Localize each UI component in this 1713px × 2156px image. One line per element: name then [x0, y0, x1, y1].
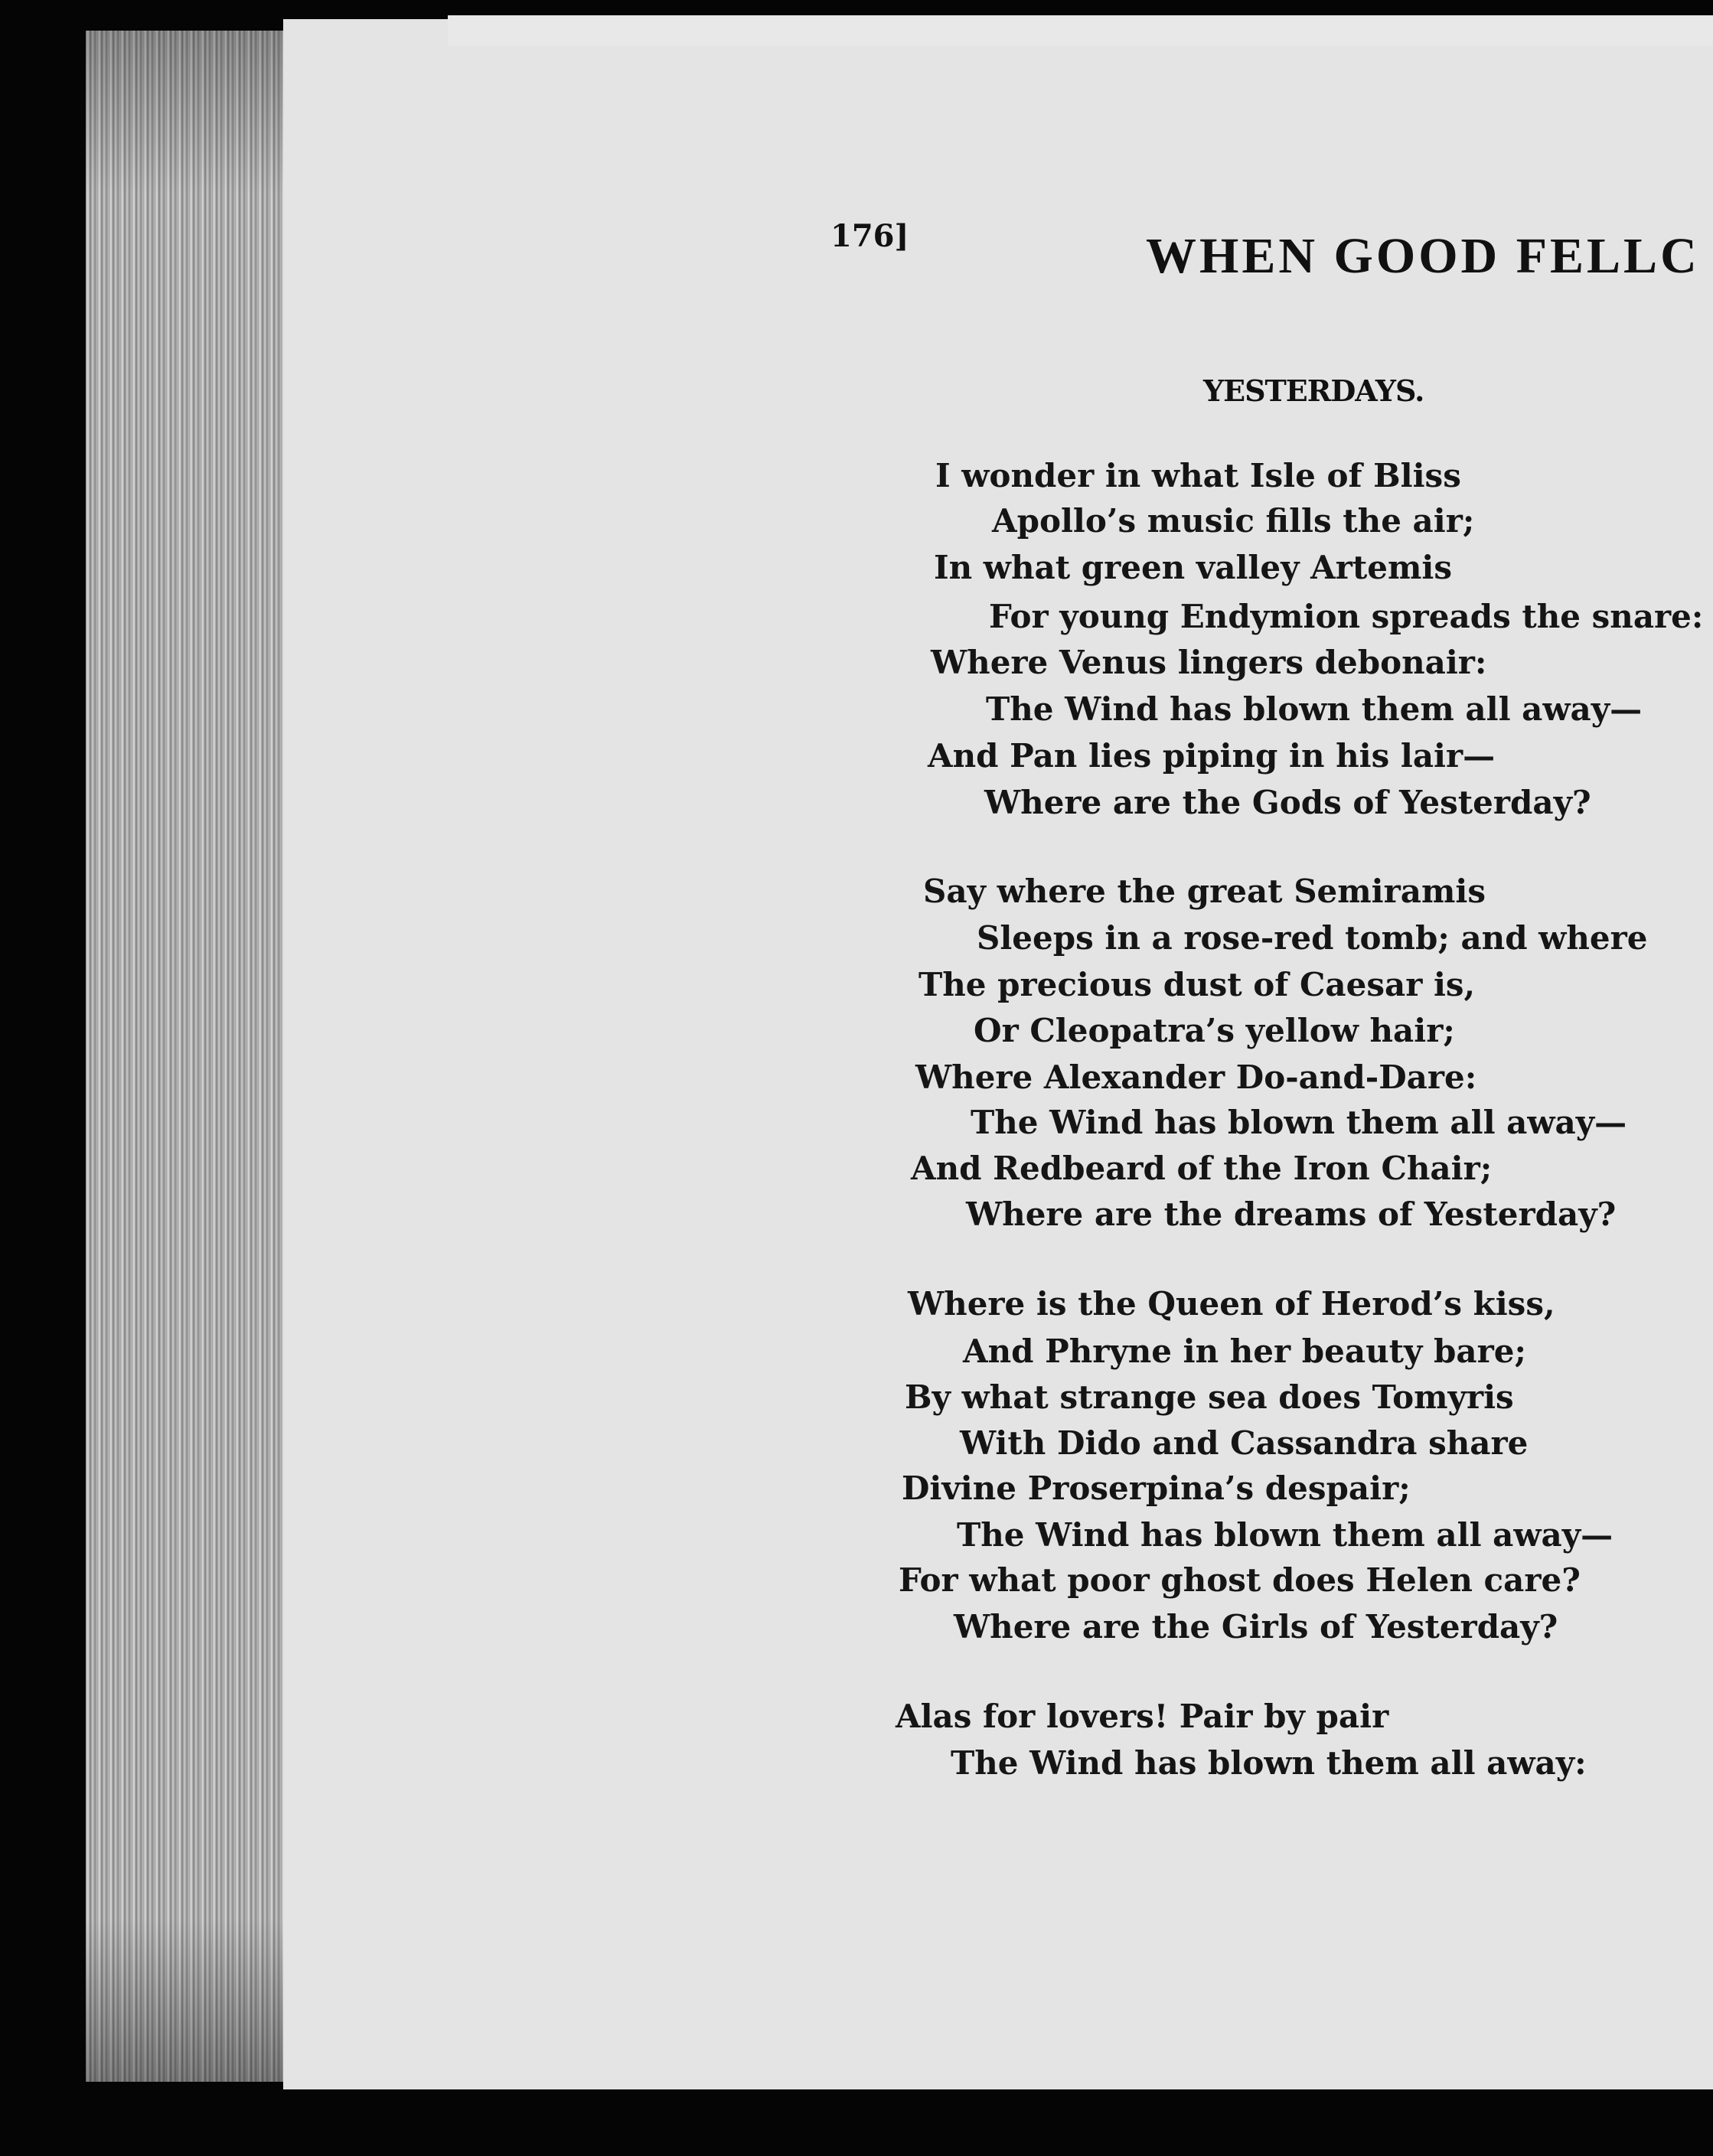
poem-line: Say where the great Semiramis: [923, 873, 1486, 910]
poem-line: And Redbeard of the Iron Chair;: [911, 1150, 1493, 1187]
page-edges-shadow: [86, 31, 283, 2082]
poem-line: For young Endymion spreads the snare:: [989, 598, 1704, 635]
poem-line: Where Venus lingers debonair:: [931, 644, 1487, 681]
poem-line: The precious dust of Caesar is,: [918, 966, 1476, 1003]
poem-line: Where are the Gods of Yesterday?: [984, 784, 1591, 821]
poem-title: YESTERDAYS.: [1203, 373, 1424, 408]
poem-line: Divine Proserpina’s despair;: [902, 1469, 1411, 1507]
poem-line: By what strange sea does Tomyris: [905, 1378, 1514, 1416]
running-head: WHEN GOOD FELLC: [1146, 228, 1700, 284]
poem-line: Alas for lovers! Pair by pair: [896, 1698, 1389, 1735]
poem-line: The Wind has blown them all away—: [957, 1516, 1613, 1554]
poem-line: The Wind has blown them all away—: [971, 1104, 1627, 1141]
poem-line: The Wind has blown them all away—: [986, 690, 1643, 728]
poem-line: And Pan lies piping in his lair—: [928, 737, 1496, 775]
poem-line: And Phryne in her beauty bare;: [963, 1332, 1526, 1370]
poem-line: Where is the Queen of Herod’s kiss,: [908, 1285, 1555, 1323]
poem-line: With Dido and Cassandra share: [960, 1424, 1529, 1462]
poem-line: For what poor ghost does Helen care?: [899, 1561, 1581, 1599]
poem-line: The Wind has blown them all away:: [951, 1744, 1587, 1782]
poem-line: Where Alexander Do-and-Dare:: [915, 1058, 1477, 1096]
book-page-top-strip: [448, 15, 1713, 46]
poem-line: I wonder in what Isle of Bliss: [935, 457, 1461, 494]
page-number: 176]: [830, 218, 909, 254]
poem-line: In what green valley Artemis: [934, 549, 1452, 586]
poem-line: Where are the Girls of Yesterday?: [954, 1608, 1558, 1646]
poem-line: Where are the dreams of Yesterday?: [966, 1195, 1617, 1233]
poem-line: Or Cleopatra’s yellow hair;: [974, 1012, 1455, 1049]
poem-line: Apollo’s music fills the air;: [992, 502, 1475, 540]
poem-line: Sleeps in a rose-red tomb; and where: [977, 919, 1648, 957]
